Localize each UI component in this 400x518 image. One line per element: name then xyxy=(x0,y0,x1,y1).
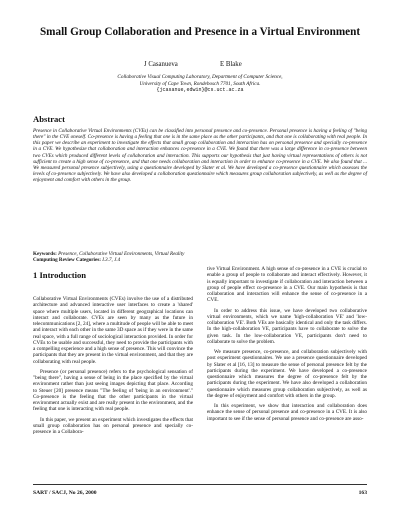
paragraph: Collaborative Virtual Environments (CVEs) involve the use of a distributed architecture and advanced interactive user interfaces to create a 'shared' space where multiple users, located in different geographical locations can interact and collaborate. CVEs are seen by many as the future in telecommunications [2, 24], where a multitude of people will be able to meet and interact with each other in the same 3D space as if they were in the same real space, with a full range of sociological interaction provided. In order for CVEs to be usable and successful, they need to provide the participants with a compelling experience and a high sense of presence. This will convince the participants that they are present in the virtual environment, and that they are collaborating with real people. xyxy=(33,296,193,365)
paragraph: In this experiment, we show that interaction and collaboration does enhance the sense of personal presence and co-presence in a CVE. It is also important to see if the sense of personal presence and co-presence are asso- xyxy=(207,403,367,422)
section-heading: 1 Introduction xyxy=(33,270,87,280)
paragraph: We measure presence, co-presence, and collaboration subjectively with post experiment questionnaires. We use a presence questionnaire developed by Slater et al [16, 13] to measure the sense of personal presence felt by the participants during the experiment. We have developed a co-presence questionnaire which measures the degree of co-presence felt by the participants during the experiment. We have also developed a collaboration questionnaire which measures group collaboration subjectively, as well as the degree of enjoyment and comfort with others in the group. xyxy=(207,349,367,399)
author-name: E Blake xyxy=(220,61,242,68)
author-name: J Casanueva xyxy=(144,61,178,68)
review-categories-label: Computing Review Categories: xyxy=(33,257,101,264)
keywords-block xyxy=(33,251,367,263)
keywords-text: Presence, Collaborative Virtual Environments, Virtual Reality xyxy=(58,251,185,257)
paper-title: Small Group Collaboration and Presence in a Virtual Environment xyxy=(39,26,361,38)
abstract-text: Presence in Collaborative Virtual Environments (CVEs) can be classified into personal presence and co-presence. Personal presence is having a feeling of "being there" in the CVE oneself. Co-presence is having a feeling that one is in the same place as the other participants, and that one is collaborating with real people. In this paper we describe an experiment to investigate the effects that small group collaboration and interaction has on personal presence and specially co-presence in a CVE. We hypothesize that collaboration and interaction enhances co-presence in a CVE. We found that there was a large difference in co-presence between two CVEs which produced different levels of collaboration and interaction. This supports our hypothesis that just having virtual representations of others is not sufficient to create a high sense of co-presence, and that one needs collaboration and interaction in order to enhance co-presence in a CVE. We also found that ... We measured personal presence subjectively, using a questionnaire developed by Slater et al. We have developed a co-presence questionnaire which assesses the levels of co-presence subjectively. We have also developed a collaboration questionnaire which measures group collaboration subjectively, as well as the degree of enjoyment and comfort with others in the group. xyxy=(33,128,367,184)
affiliation-line: Collaborative Visual Computing Laboratory, Department of Computer Science, xyxy=(117,74,283,80)
right-column xyxy=(207,266,367,426)
review-categories-text: I.3.7, J.4 xyxy=(102,257,121,264)
paragraph: tive Virtual Environment. A high sense of co-presence in a CVE is crucial to enable a group of people to collaborate and interact effectively. However, it is equally important to investigate if collaboration and interaction between a group of people effect co-presence in a CVE. Our main hypothesis is that collaboration and interaction will enhance the sense of co-presence in a CVE. xyxy=(207,266,367,304)
affiliation xyxy=(40,74,360,94)
footer-rule xyxy=(33,484,367,485)
paragraph: Presence (or personal presence) refers to the psychological sensation of "being there", having a sense of being in the place specified by the virtual environment rather than just seeing images depicting that place. According to Steuer [20] presence means "The feeling of 'being in an environment'." Co-presence is the feeling that the other participants in the virtual environment actually exist and are really present in the environment, and the feeling that one is interacting with real people. xyxy=(33,368,193,413)
affiliation-line: University of Cape Town, Rondebosch 7701, South Africa. xyxy=(139,80,261,87)
author-email: {jcasanue,edwin}@cs.uct.ac.za xyxy=(156,87,244,94)
page-number: 163 xyxy=(358,490,367,496)
keywords-label: Keywords: xyxy=(33,251,57,257)
left-column xyxy=(33,296,193,439)
paragraph: In order to address this issue, we have developed two collaborative virtual environments, which we name 'high-collaboration VE' and 'low-collaboration VE'. Both VEs are basically identical and only the task differs. In the high-collaboration VE, participants have to collaborate to solve the given task. In the low-collaboration VE, participants don't need to collaborate to solve the problem. xyxy=(207,307,367,345)
paragraph: In this paper, we present an experiment which investigates the effects that small group collaboration has on personal presence and specially co-presence in a Collabora- xyxy=(33,416,193,435)
journal-footer: SART / SACJ, No 26, 2000 xyxy=(33,490,97,496)
abstract-heading: Abstract xyxy=(33,114,65,124)
abstract-body xyxy=(33,128,367,183)
